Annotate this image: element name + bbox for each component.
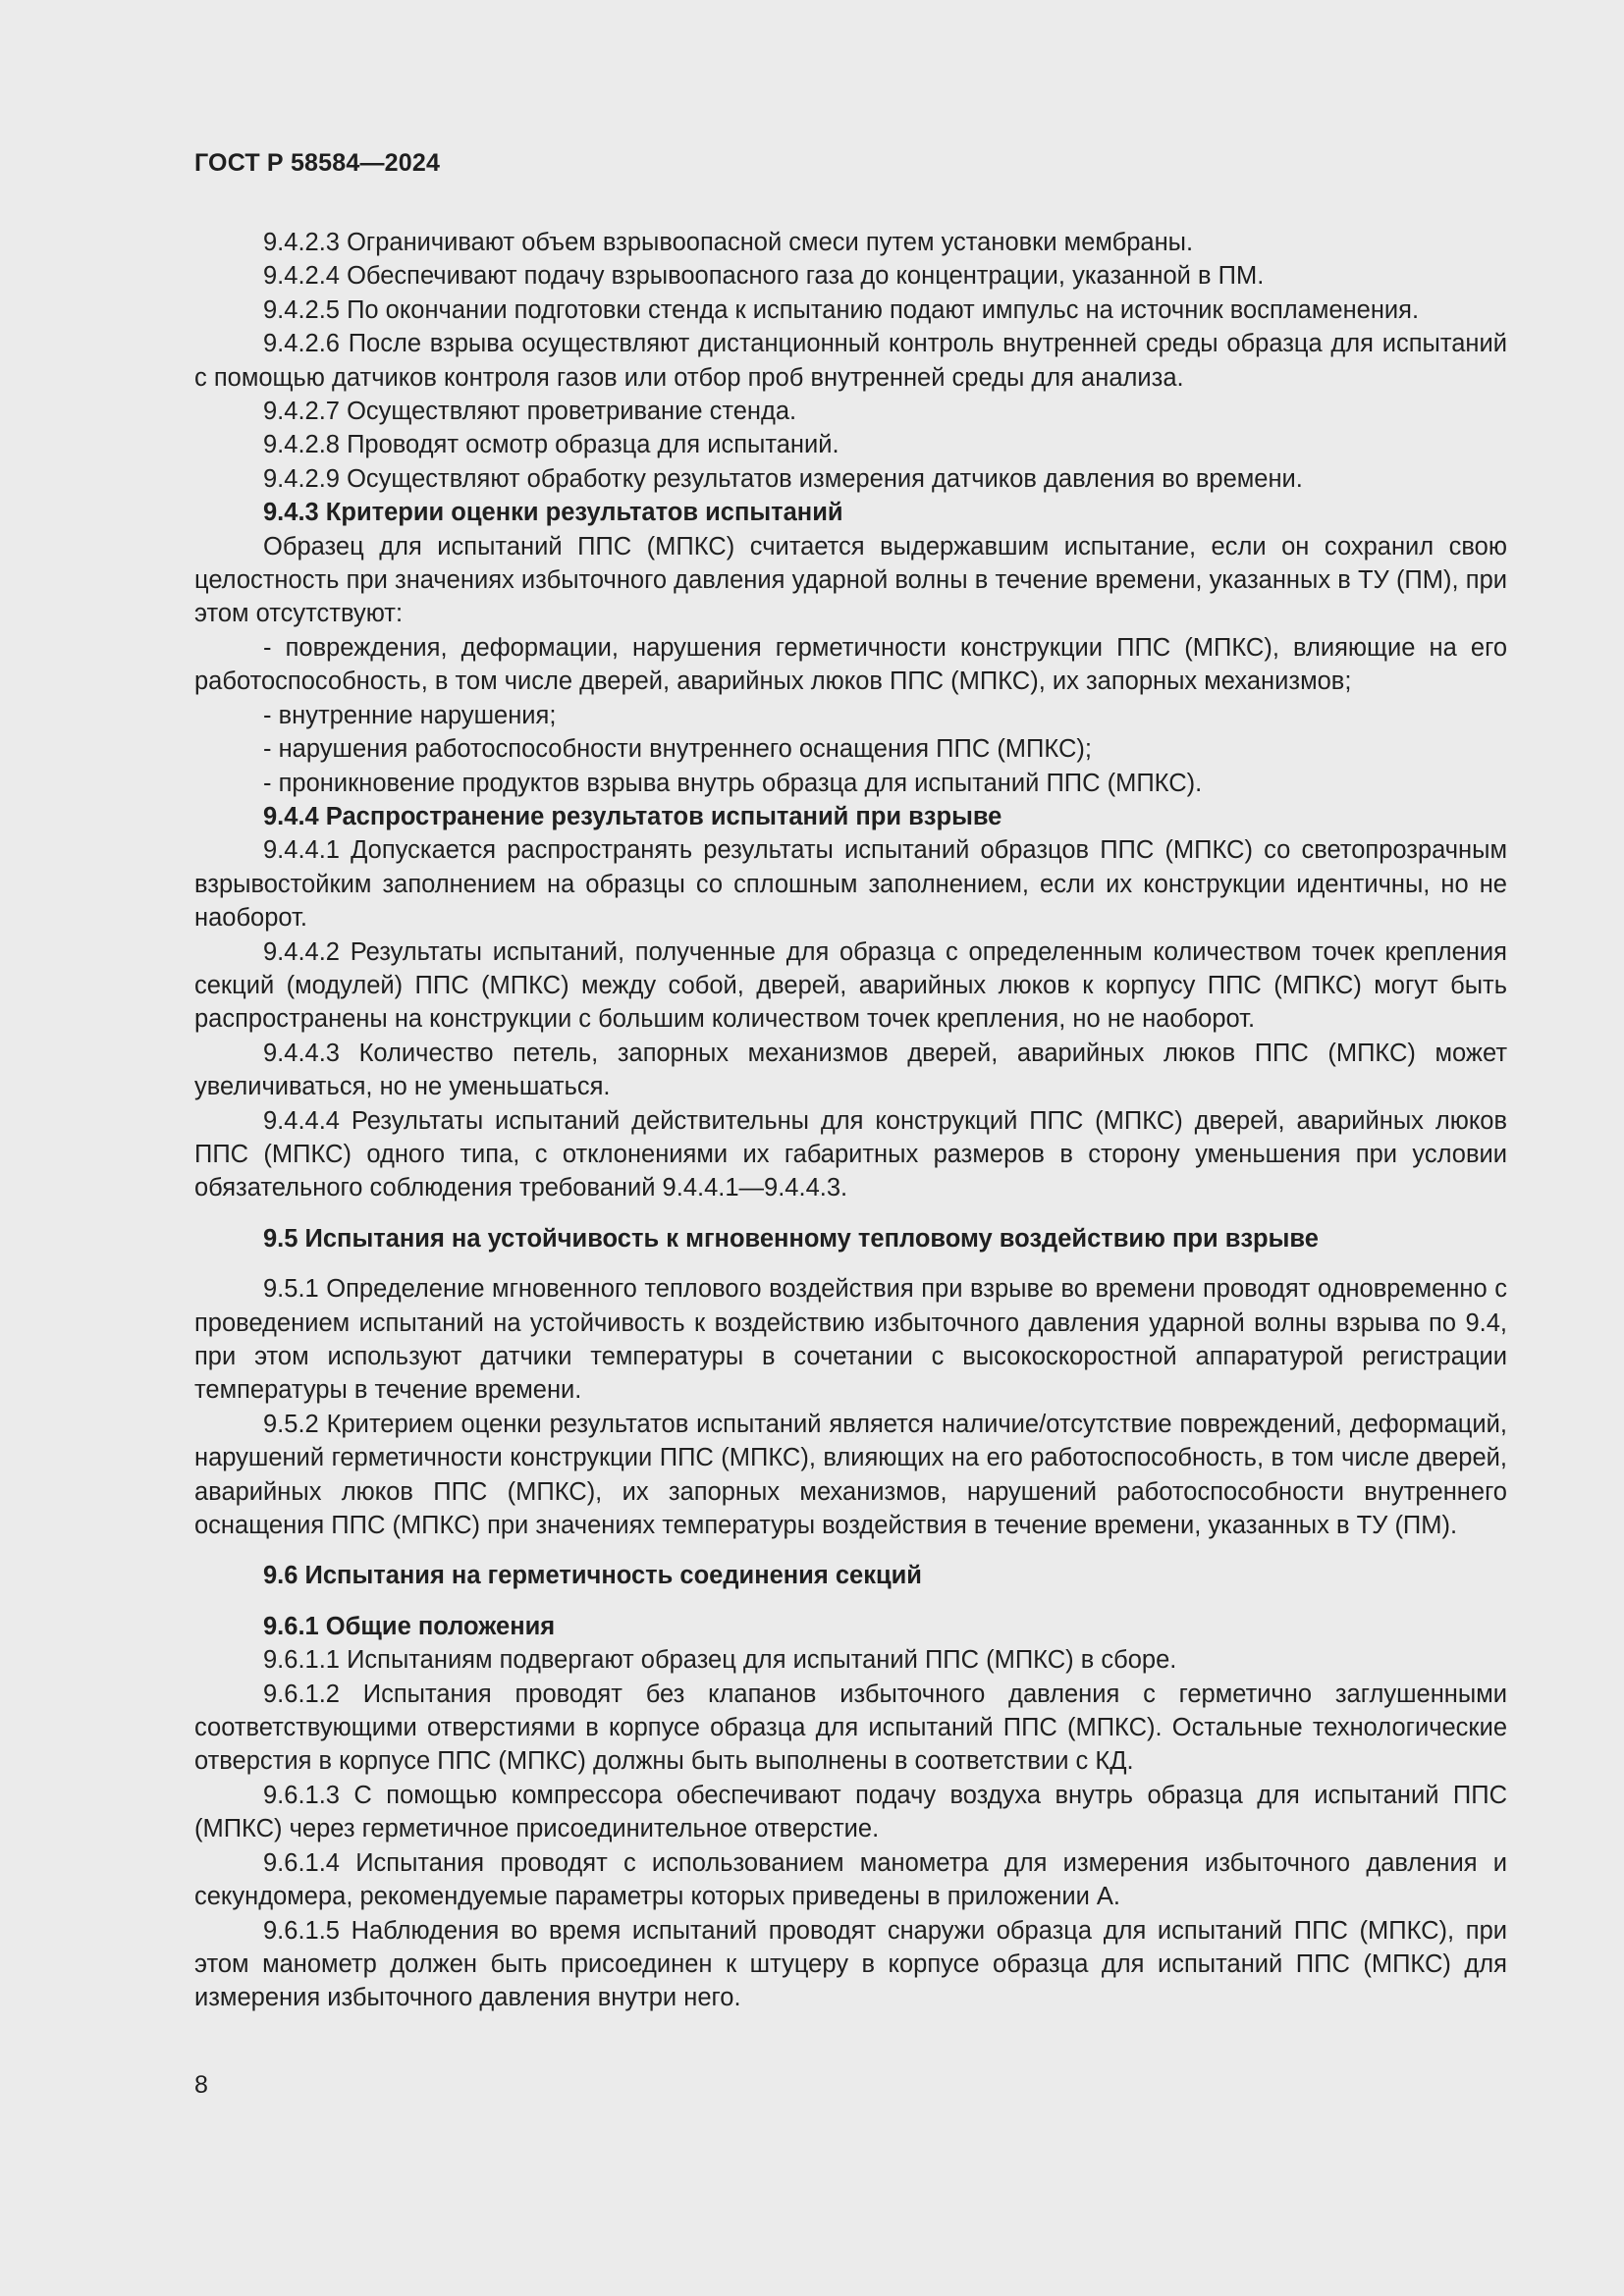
paragraph: 9.4.4.2 Результаты испытаний, полученные для образца с определенным количеством точек крепления секций (модулей) ППС (МПКС) между собой, дверей, аварийных люков к корпусу ППС (МПКС) могут быть распространены на конструкции с большим количеством точек крепления, но не наоборот. (194, 937, 1507, 1034)
paragraph: 9.4.2.9 Осуществляют обработку результатов измерения датчиков давления во времени. (263, 464, 1303, 493)
paragraph: 9.6.1.1 Испытаниям подвергают образец для испытаний ППС (МПКС) в сборе. (263, 1646, 1177, 1675)
document-header: ГОСТ Р 58584—2024 (194, 149, 441, 177)
paragraph: 9.4.4.1 Допускается распространять результаты испытаний образцов ППС (МПКС) со светопрозрачным взрывостойким заполнением на образцы со сплошным заполнением, если их конструкции идентичны, но не наоборот. (194, 836, 1507, 933)
paragraph: 9.4.2.8 Проводят осмотр образца для испытаний. (263, 431, 839, 459)
paragraph: - повреждения, деформации, нарушения герметичности конструкции ППС (МПКС), влияющие на его работоспособность, в том числе дверей, аварийных люков ППС (МПКС), их запорных механизмов; (194, 633, 1507, 696)
subsection-heading: 9.4.3 Критерии оценки результатов испытаний (263, 499, 843, 527)
subsection-heading: 9.6.1 Общие положения (263, 1612, 556, 1640)
paragraph: - нарушения работоспособности внутреннего оснащения ППС (МПКС); (263, 735, 1092, 764)
paragraph: 9.4.2.6 После взрыва осуществляют дистанционный контроль внутренней среды образца для испытаний с помощью датчиков контроля газов или отбор проб внутренней среды для анализа. (194, 330, 1507, 392)
paragraph: 9.4.4.3 Количество петель, запорных механизмов дверей, аварийных люков ППС (МПКС) может увеличиваться, но не уменьшаться. (194, 1039, 1507, 1101)
paragraph: Образец для испытаний ППС (МПКС) считается выдержавшим испытание, если он сохранил свою целостность при значениях избыточного давления ударной волны в течение времени, указанных в ТУ (ПМ), при этом отсутствуют: (194, 532, 1507, 628)
paragraph: 9.5.2 Критерием оценки результатов испытаний является наличие/отсутствие повреждений, деформаций, нарушений герметичности конструкции ППС (МПКС), влияющих на его работоспособность, в том числе дверей, аварийных люков ППС (МПКС), их запорных механизмов, нарушений работоспособности внутреннего оснащения ППС (МПКС) при значениях температуры воздействия в течение времени, указанных в ТУ (ПМ). (194, 1410, 1507, 1540)
section-heading: 9.5 Испытания на устойчивость к мгновенному тепловому воздействию при взрыве (263, 1224, 1319, 1253)
paragraph: - внутренние нарушения; (263, 701, 557, 729)
paragraph: 9.4.2.3 Ограничивают объем взрывоопасной смеси путем установки мембраны. (263, 229, 1194, 256)
paragraph: 9.4.2.7 Осуществляют проветривание стенда. (263, 398, 797, 426)
paragraph: 9.4.2.4 Обеспечивают подачу взрывоопасного газа до концентрации, указанной в ПМ. (263, 262, 1265, 291)
paragraph: 9.6.1.5 Наблюдения во время испытаний проводят снаружи образца для испытаний ППС (МПКС), при этом манометр должен быть присоединен к штуцеру в корпусе образца для испытаний ППС (МПКС) для измерения избыточного давления внутри него. (194, 1916, 1507, 2012)
paragraph: - проникновение продуктов взрыва внутрь образца для испытаний ППС (МПКС). (263, 769, 1203, 797)
paragraph: 9.4.4.4 Результаты испытаний действительны для конструкций ППС (МПКС) дверей, аварийных люков ППС (МПКС) одного типа, с отклонениями их габаритных размеров в сторону уменьшения при условии обязательного соблюдения требований 9.4.4.1—9.4.4.3. (194, 1106, 1507, 1202)
paragraph: 9.6.1.4 Испытания проводят с использованием манометра для измерения избыточного давления и секундомера, рекомендуемые параметры которых приведены в приложении А. (194, 1848, 1507, 1911)
paragraph: 9.4.2.5 По окончании подготовки стенда к испытанию подают импульс на источник воспламенения. (263, 295, 1420, 324)
document-body (194, 226, 1507, 2015)
paragraph: 9.6.1.3 С помощью компрессора обеспечивают подачу воздуха внутрь образца для испытаний ППС (МПКС) через герметичное присоединительное отверстие. (194, 1781, 1507, 1843)
page-number: 8 (194, 2071, 208, 2099)
paragraph: 9.6.1.2 Испытания проводят без клапанов избыточного давления с герметично заглушенными соответствующими отверстиями в корпусе образца для испытаний ППС (МПКС). Остальные технологические отверстия в корпусе ППС (МПКС) должны быть выполнены в соответствии с КД. (194, 1680, 1507, 1776)
subsection-heading: 9.4.4 Распространение результатов испытаний при взрыве (263, 802, 1002, 830)
section-heading: 9.6 Испытания на герметичность соединения секций (263, 1562, 922, 1590)
paragraph: 9.5.1 Определение мгновенного теплового воздействия при взрыве во времени проводят одновременно с проведением испытаний на устойчивость к воздействию избыточного давления ударной волны взрыва по 9.4, при этом используют датчики температуры в сочетании с высокоскоростной аппаратурой регистрации температуры в течение времени. (194, 1275, 1507, 1405)
